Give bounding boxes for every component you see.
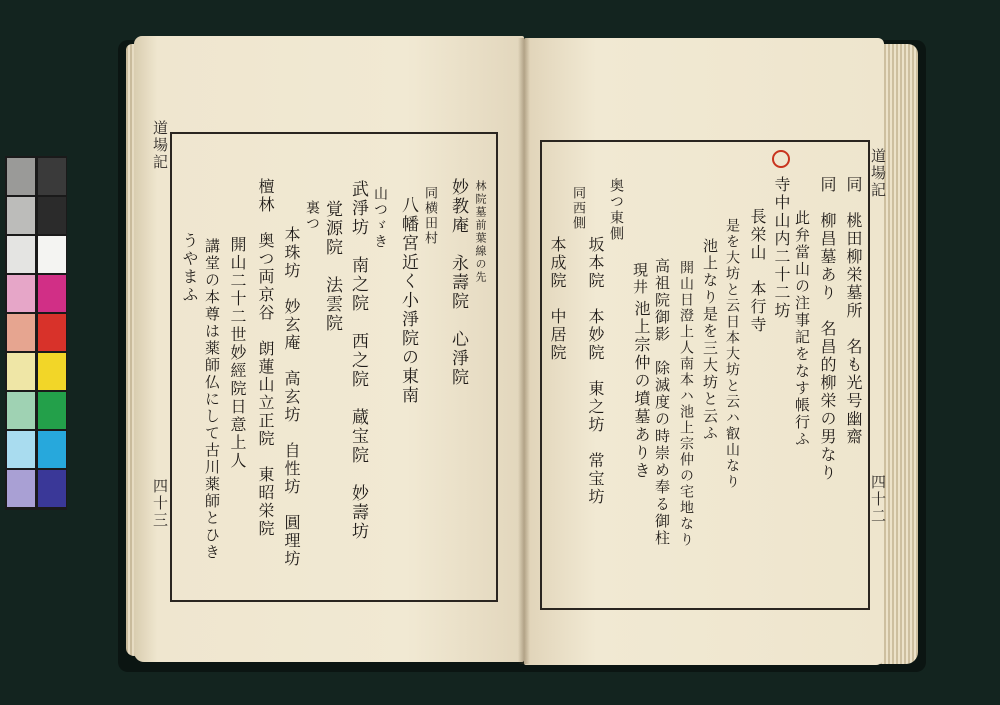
color-patch bbox=[7, 314, 35, 351]
color-patch bbox=[38, 158, 66, 195]
left-column: 裏つ bbox=[304, 200, 320, 232]
right-column: 本成院 中居院 bbox=[548, 236, 567, 362]
left-column: うやまふ bbox=[180, 232, 199, 304]
right-column: 奥つ東側 bbox=[608, 178, 624, 242]
color-patch bbox=[38, 392, 66, 429]
color-patch bbox=[38, 470, 66, 507]
color-checker bbox=[5, 156, 67, 510]
right-column: 池上なり是を三大坊と云ふ bbox=[701, 238, 719, 442]
left-column: 林院墓前葉線の先 bbox=[474, 180, 487, 284]
right-side-title: 道場記 bbox=[869, 148, 887, 199]
red-circle-mark bbox=[772, 150, 790, 168]
right-column: 池上宗仲の墳墓ありき bbox=[632, 300, 651, 480]
right-column: 同 柳昌墓あり 名昌的柳栄の男なり bbox=[818, 176, 837, 482]
left-column: 同横田村 bbox=[422, 186, 437, 246]
color-patch bbox=[38, 236, 66, 273]
left-column: 八幡宮近く小淨院の東南 bbox=[398, 196, 418, 405]
color-patch bbox=[38, 431, 66, 468]
right-column: 寺中山内二十二坊 bbox=[772, 176, 791, 320]
left-side-number: 四十三 bbox=[151, 478, 169, 529]
color-patch bbox=[7, 275, 35, 312]
color-patch bbox=[7, 470, 35, 507]
left-column: 講堂の本尊は薬師仏にして古川薬師とひき bbox=[203, 238, 221, 561]
color-patch bbox=[38, 314, 66, 351]
right-column: 長栄山 本行寺 bbox=[748, 208, 767, 334]
left-column: 武淨坊 南之院 西之院 蔵宝院 妙壽坊 bbox=[348, 180, 368, 541]
color-patch bbox=[7, 158, 35, 195]
left-column: 山つゞき bbox=[372, 186, 388, 250]
right-column: 開山日澄上人南本ハ池上宗仲の宅地なり bbox=[678, 260, 694, 548]
right-column: 是を大坊と云日本大坊と云ハ叡山なり bbox=[724, 218, 740, 490]
right-column: 坂本院 本妙院 東之坊 常宝坊 bbox=[586, 236, 605, 506]
left-column: 本珠坊 妙玄庵 高玄坊 自性坊 圓理坊 bbox=[282, 226, 301, 568]
right-column: 同 桃田柳栄墓所 名も光号幽齋 bbox=[844, 176, 863, 446]
color-patch bbox=[7, 392, 35, 429]
book-edge-right bbox=[880, 44, 918, 664]
right-column: 此弁當山の注事記をなす帳行ふ bbox=[793, 210, 811, 448]
left-column: 開山二十二世妙經院日意上人 bbox=[228, 236, 247, 470]
color-patch bbox=[38, 353, 66, 390]
right-column: 現井 bbox=[631, 262, 649, 296]
color-patch bbox=[7, 431, 35, 468]
right-column: 高祖院御影 除滅度の時崇め奉る御柱 bbox=[653, 258, 671, 547]
left-column: 覚源院 法雲院 bbox=[322, 200, 342, 333]
left-side-title: 道場記 bbox=[151, 120, 169, 171]
book-gutter bbox=[518, 38, 530, 664]
right-column: 同西側 bbox=[570, 186, 585, 231]
color-patch bbox=[7, 353, 35, 390]
color-patch bbox=[38, 275, 66, 312]
color-patch bbox=[7, 197, 35, 234]
left-column: 妙教庵 永壽院 心淨院 bbox=[448, 178, 468, 387]
color-patch bbox=[38, 197, 66, 234]
right-side-number: 四十二 bbox=[869, 474, 887, 525]
left-column: 檀林 奥つ両京谷 朗蓮山立正院 東昭栄院 bbox=[256, 178, 275, 538]
color-patch bbox=[7, 236, 35, 273]
